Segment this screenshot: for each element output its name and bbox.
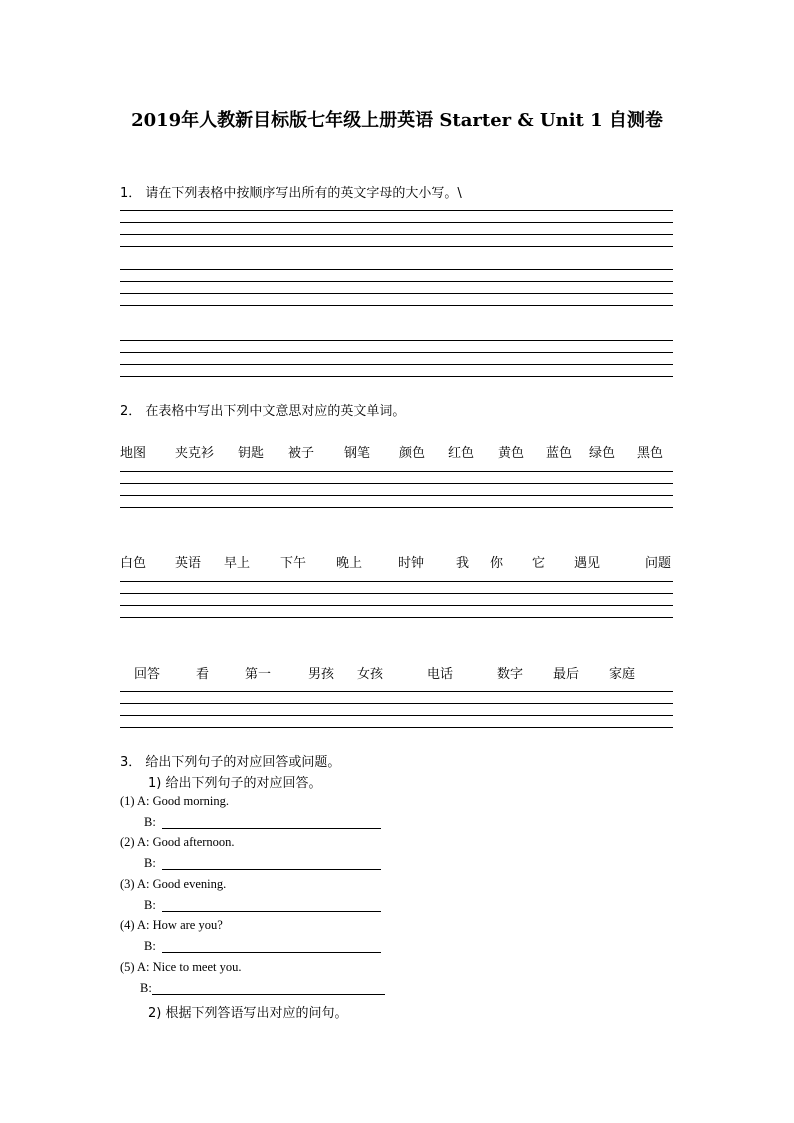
word-color: 颜色 — [399, 446, 426, 461]
word-last: 最后 — [553, 667, 580, 682]
word-yellow: 黄色 — [498, 446, 525, 461]
word-number: 数字 — [497, 667, 524, 682]
dialogue-1-answer-blank[interactable] — [162, 828, 381, 829]
word-green: 绿色 — [589, 446, 616, 461]
word-english: 英语 — [175, 556, 202, 571]
word-black: 黑色 — [637, 446, 664, 461]
word-evening: 晚上 — [336, 556, 363, 571]
word-boy: 男孩 — [308, 667, 335, 682]
word-clock: 时钟 — [398, 556, 425, 571]
word-meet: 遇见 — [574, 556, 601, 571]
page-title: 2019年人教新目标版七年级上册英语 Starter & Unit 1 自测卷 — [131, 110, 663, 131]
word-you: 你 — [490, 556, 504, 571]
word-family: 家庭 — [609, 667, 636, 682]
dialogue-1-prompt: (1) A: Good morning. — [120, 794, 230, 808]
word-look: 看 — [196, 667, 210, 682]
dialogue-5-prompt: (5) A: Nice to meet you. — [120, 960, 242, 974]
dialogue-3-prompt: (3) A: Good evening. — [120, 877, 227, 891]
question-1-text: 1． 请在下列表格中按顺序写出所有的英文字母的大小写。\ — [120, 186, 462, 201]
question-3-text: 3． 给出下列句子的对应回答或问题。 — [120, 755, 341, 770]
word-key: 钥匙 — [238, 446, 265, 461]
word-morning: 早上 — [224, 556, 251, 571]
word-first: 第一 — [245, 667, 272, 682]
dialogue-5-b-label: B: — [140, 981, 152, 995]
word-girl: 女孩 — [357, 667, 384, 682]
dialogue-3-b-label: B: — [144, 898, 156, 912]
word-white: 白色 — [120, 556, 147, 571]
dialogue-2-prompt: (2) A: Good afternoon. — [120, 835, 235, 849]
question-3-part-1-text: 1) 给出下列句子的对应回答。 — [148, 776, 322, 791]
word-blue: 蓝色 — [546, 446, 573, 461]
word-it: 它 — [532, 556, 546, 571]
word-telephone: 电话 — [427, 667, 454, 682]
word-quilt: 被子 — [288, 446, 315, 461]
dialogue-2-answer-blank[interactable] — [162, 869, 381, 870]
word-question: 问题 — [645, 556, 672, 571]
word-map: 地图 — [120, 446, 147, 461]
dialogue-3-answer-blank[interactable] — [162, 911, 381, 912]
word-red: 红色 — [448, 446, 475, 461]
dialogue-4-prompt: (4) A: How are you? — [120, 918, 223, 932]
word-i: 我 — [456, 556, 470, 571]
question-2-text: 2． 在表格中写出下列中文意思对应的英文单词。 — [120, 404, 406, 419]
word-pen: 钢笔 — [344, 446, 371, 461]
dialogue-4-b-label: B: — [144, 939, 156, 953]
word-afternoon: 下午 — [280, 556, 307, 571]
word-jacket: 夹克衫 — [175, 446, 215, 461]
question-3-part-2-text: 2) 根据下列答语写出对应的问句。 — [148, 1006, 348, 1021]
dialogue-2-b-label: B: — [144, 856, 156, 870]
dialogue-1-b-label: B: — [144, 815, 156, 829]
dialogue-5-answer-blank[interactable] — [152, 994, 385, 995]
dialogue-4-answer-blank[interactable] — [162, 952, 381, 953]
word-answer: 回答 — [134, 667, 161, 682]
